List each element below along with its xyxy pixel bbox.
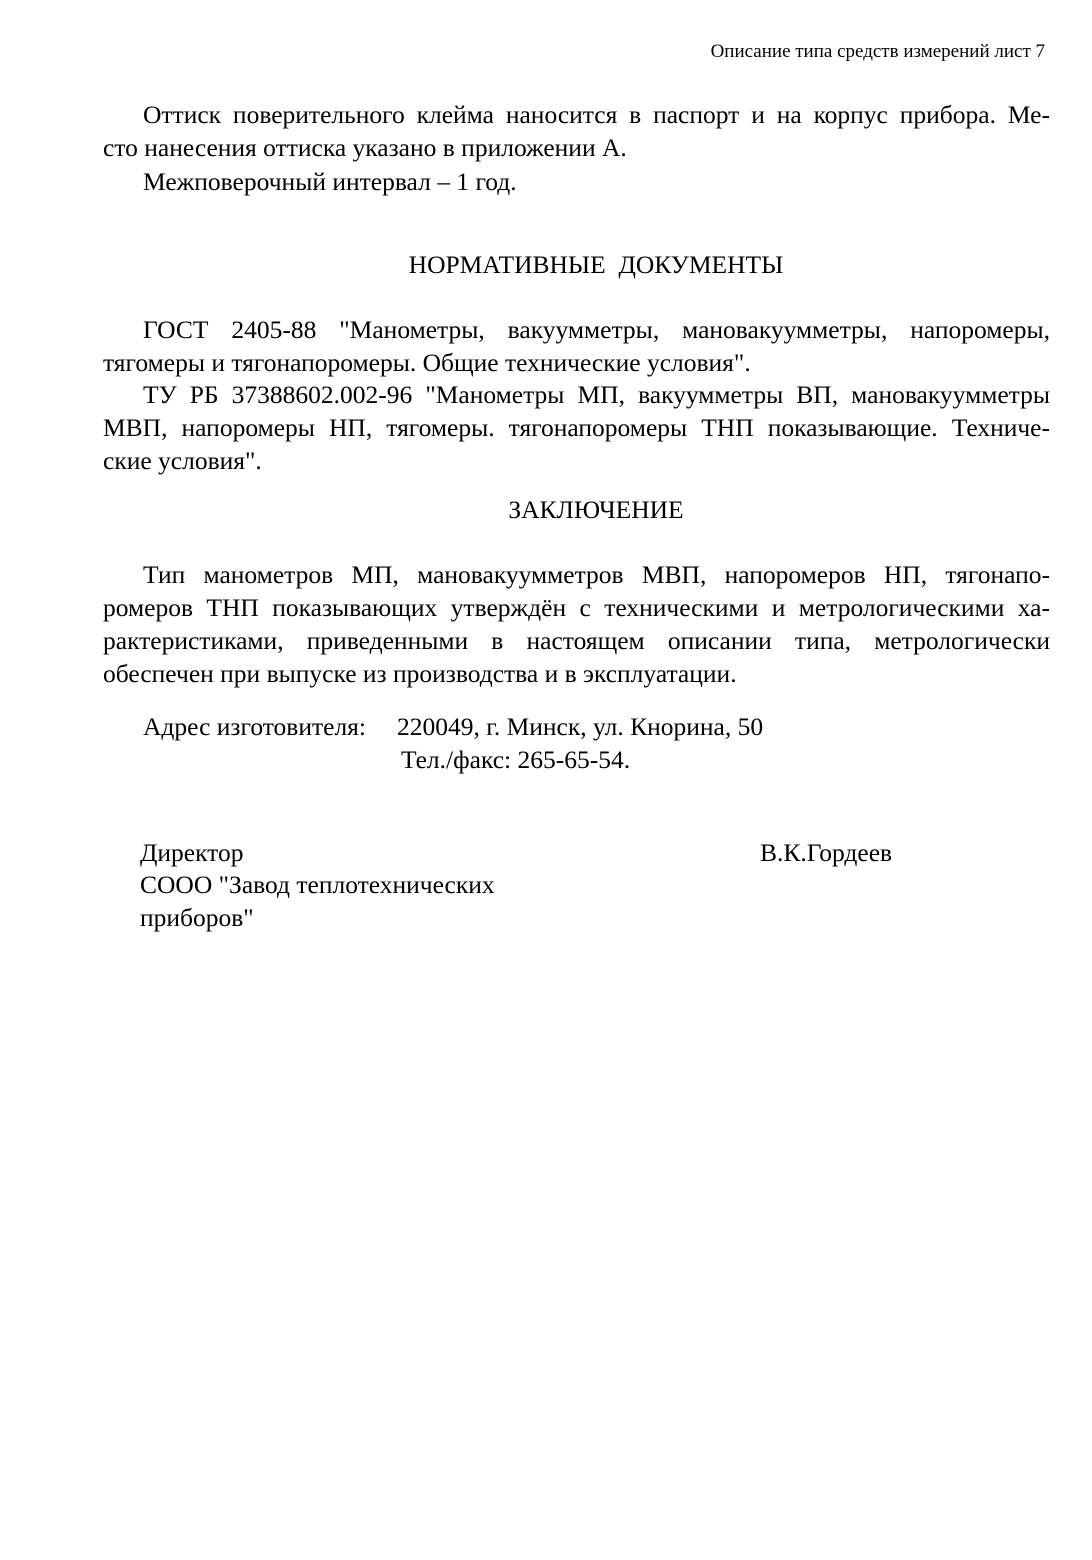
normative-line: МВП, напоромеры НП, тягомеры. тягонапоромеры ТНП показывающие. Техниче- (103, 413, 1050, 442)
address-phone: Тел./факс: 265-65-54. (401, 745, 631, 774)
conclusion-line: рактеристиками, приведенными в настоящем описании типа, метрологически (103, 626, 1050, 655)
normative-line: ТУ РБ 37388602.002-96 "Манометры МП, вакуумметры ВП, мановакуумметры (143, 380, 1050, 409)
address-label: Адрес изготовителя: (143, 712, 366, 741)
normative-line: ские условия". (103, 446, 262, 475)
conclusion-line: Тип манометров МП, мановакуумметров МВП, напоромеров НП, тягонапо- (143, 560, 1050, 589)
page-header: Описание типа средств измерений лист 7 (710, 41, 1045, 62)
intro-line: Оттиск поверительного клейма наносится в паспорт и на корпус прибора. Ме- (143, 100, 1050, 129)
signatory-organization: СООО "Завод теплотехнических (140, 870, 495, 899)
intro-line: сто нанесения оттиска указано в приложении А. (103, 133, 627, 162)
signatory-organization: приборов" (140, 903, 254, 932)
address-value: 220049, г. Минск, ул. Кнорина, 50 (397, 712, 764, 741)
intro-line: Межповерочный интервал – 1 год. (143, 167, 517, 196)
section-title-conclusion: ЗАКЛЮЧЕНИЕ (508, 495, 684, 524)
normative-line: тягомеры и тягонапоромеры. Общие технические условия". (103, 348, 751, 377)
conclusion-line: обеспечен при выпуске из производства и в эксплуатации. (103, 659, 737, 688)
section-title-normative: НОРМАТИВНЫЕ ДОКУМЕНТЫ (408, 250, 784, 279)
signatory-position: Директор (140, 838, 244, 867)
conclusion-line: ромеров ТНП показывающих утверждён с техническими и метрологическими ха- (103, 593, 1050, 622)
normative-line: ГОСТ 2405-88 "Манометры, вакуумметры, мановакуумметры, напоромеры, (143, 315, 1050, 344)
signatory-name: В.К.Гордеев (760, 838, 893, 867)
